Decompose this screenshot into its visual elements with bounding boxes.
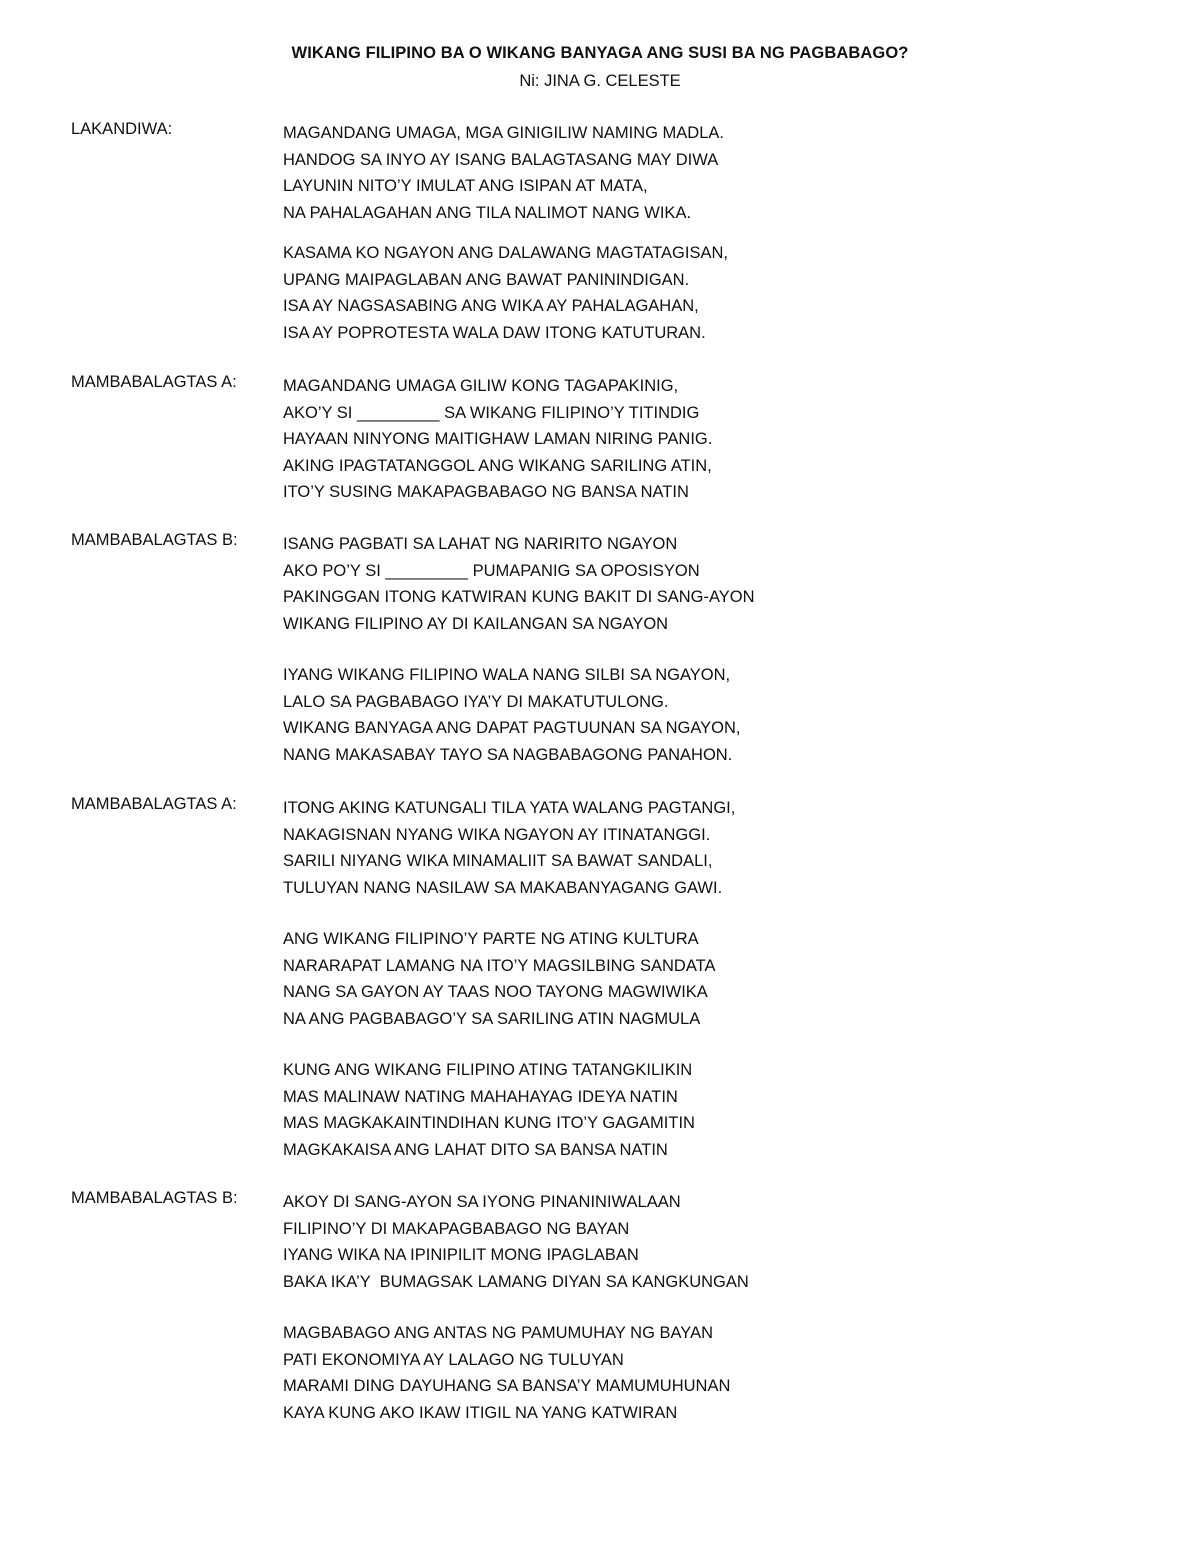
verse-line: AKO’Y SI _________ SA WIKANG FILIPINO’Y TITINDIG xyxy=(283,403,700,422)
verse-line: AKING IPAGTATANGGOL ANG WIKANG SARILING ATIN, xyxy=(283,456,712,475)
speaker-label: MAMBABALAGTAS A: xyxy=(71,795,237,813)
verse-line: PATI EKONOMIYA AY LALAGO NG TULUYAN xyxy=(283,1350,624,1369)
verse-line: MARAMI DING DAYUHANG SA BANSA’Y MAMUMUHUNAN xyxy=(283,1377,731,1395)
verse-line: HAYAAN NINYONG MAITIGHAW LAMAN NIRING PANIG. xyxy=(283,430,713,448)
verse-line: NA PAHALAGAHAN ANG TILA NALIMOT NANG WIKA. xyxy=(283,203,692,222)
speaker-label: MAMBABALAGTAS A: xyxy=(71,373,237,391)
verse-line: WIKANG BANYAGA ANG DAPAT PAGTUUNAN SA NGAYON, xyxy=(283,719,741,737)
author-line: Ni: JINA G. CELESTE xyxy=(519,72,681,90)
speaker-label: MAMBABALAGTAS B: xyxy=(71,1189,238,1207)
verse-line: KUNG ANG WIKANG FILIPINO ATING TATANGKILIKIN xyxy=(283,1061,693,1079)
stanza xyxy=(283,240,728,346)
verse-line: KASAMA KO NGAYON ANG DALAWANG MAGTATAGISAN, xyxy=(283,244,728,262)
verse-line: NANG SA GAYON AY TAAS NOO TAYONG MAGWIWIKA xyxy=(283,983,708,1001)
verse-line: LALO SA PAGBABAGO IYA’Y DI MAKATUTULONG. xyxy=(283,692,669,711)
verse-line: HANDOG SA INYO AY ISANG BALAGTASANG MAY DIWA xyxy=(283,150,719,169)
stanza xyxy=(283,1189,749,1295)
verse-line: ISA AY NAGSASABING ANG WIKA AY PAHALAGAHAN, xyxy=(283,297,699,315)
stanza xyxy=(283,1057,695,1163)
verse-line: MAGBABAGO ANG ANTAS NG PAMUMUHAY NG BAYAN xyxy=(283,1324,713,1342)
verse-line: MAGANDANG UMAGA GILIW KONG TAGAPAKINIG, xyxy=(283,377,679,395)
stanza xyxy=(283,120,724,226)
stanza xyxy=(283,1320,730,1426)
verse-line: PAKINGGAN ITONG KATWIRAN KUNG BAKIT DI SANG-AYON xyxy=(283,588,755,606)
verse-line: ISA AY POPROTESTA WALA DAW ITONG KATUTURAN. xyxy=(283,323,706,342)
stanza xyxy=(283,926,715,1032)
verse-line: KAYA KUNG AKO IKAW ITIGIL NA YANG KATWIRAN xyxy=(283,1403,678,1422)
verse-line: MAGKAKAISA ANG LAHAT DITO SA BANSA NATIN xyxy=(283,1140,668,1159)
verse-line: ISANG PAGBATI SA LAHAT NG NARIRITO NGAYON xyxy=(283,535,678,553)
stanza xyxy=(283,795,735,901)
verse-line: NARARAPAT LAMANG NA ITO’Y MAGSILBING SANDATA xyxy=(283,956,716,975)
stanza xyxy=(283,373,712,506)
verse-line: MAGANDANG UMAGA, MGA GINIGILIW NAMING MADLA. xyxy=(283,124,724,142)
verse-line: NAKAGISNAN NYANG WIKA NGAYON AY ITINATANGGI. xyxy=(283,825,711,844)
verse-line: MAS MALINAW NATING MAHAHAYAG IDEYA NATIN xyxy=(283,1087,678,1106)
verse-line: MAS MAGKAKAINTINDIHAN KUNG ITO’Y GAGAMITIN xyxy=(283,1114,695,1132)
verse-line: NANG MAKASABAY TAYO SA NAGBABAGONG PANAHON. xyxy=(283,745,733,764)
verse-line: ITO’Y SUSING MAKAPAGBABAGO NG BANSA NATIN xyxy=(283,483,689,501)
verse-line: SARILI NIYANG WIKA MINAMALIIT SA BAWAT SANDALI, xyxy=(283,852,713,870)
verse-line: ITONG AKING KATUNGALI TILA YATA WALANG PAGTANGI, xyxy=(283,799,736,817)
stanza xyxy=(283,531,755,637)
verse-line: UPANG MAIPAGLABAN ANG BAWAT PANININDIGAN. xyxy=(283,270,690,289)
verse-line: WIKANG FILIPINO AY DI KAILANGAN SA NGAYON xyxy=(283,614,669,633)
verse-line: IYANG WIKA NA IPINIPILIT MONG IPAGLABAN xyxy=(283,1246,639,1264)
speaker-label: LAKANDIWA: xyxy=(71,120,173,138)
verse-line: TULUYAN NANG NASILAW SA MAKABANYAGANG GAWI. xyxy=(283,878,723,897)
verse-line: ANG WIKANG FILIPINO’Y PARTE NG ATING KULTURA xyxy=(283,930,699,948)
verse-line: LAYUNIN NITO’Y IMULAT ANG ISIPAN AT MATA, xyxy=(283,177,648,195)
verse-line: AKO PO’Y SI _________ PUMAPANIG SA OPOSISYON xyxy=(283,561,700,580)
verse-line: FILIPINO’Y DI MAKAPAGBABAGO NG BAYAN xyxy=(283,1219,630,1238)
document-title: WIKANG FILIPINO BA O WIKANG BANYAGA ANG SUSI BA NG PAGBABAGO? xyxy=(291,44,909,62)
stanza xyxy=(283,662,741,768)
verse-line: IYANG WIKANG FILIPINO WALA NANG SILBI SA NGAYON, xyxy=(283,666,731,684)
verse-line: BAKA IKA’Y BUMAGSAK LAMANG DIYAN SA KANGKUNGAN xyxy=(283,1272,749,1291)
verse-line: AKOY DI SANG-AYON SA IYONG PINANINIWALAAN xyxy=(283,1193,681,1211)
verse-line: NA ANG PAGBABAGO’Y SA SARILING ATIN NAGMULA xyxy=(283,1009,701,1028)
speaker-label: MAMBABALAGTAS B: xyxy=(71,531,238,549)
